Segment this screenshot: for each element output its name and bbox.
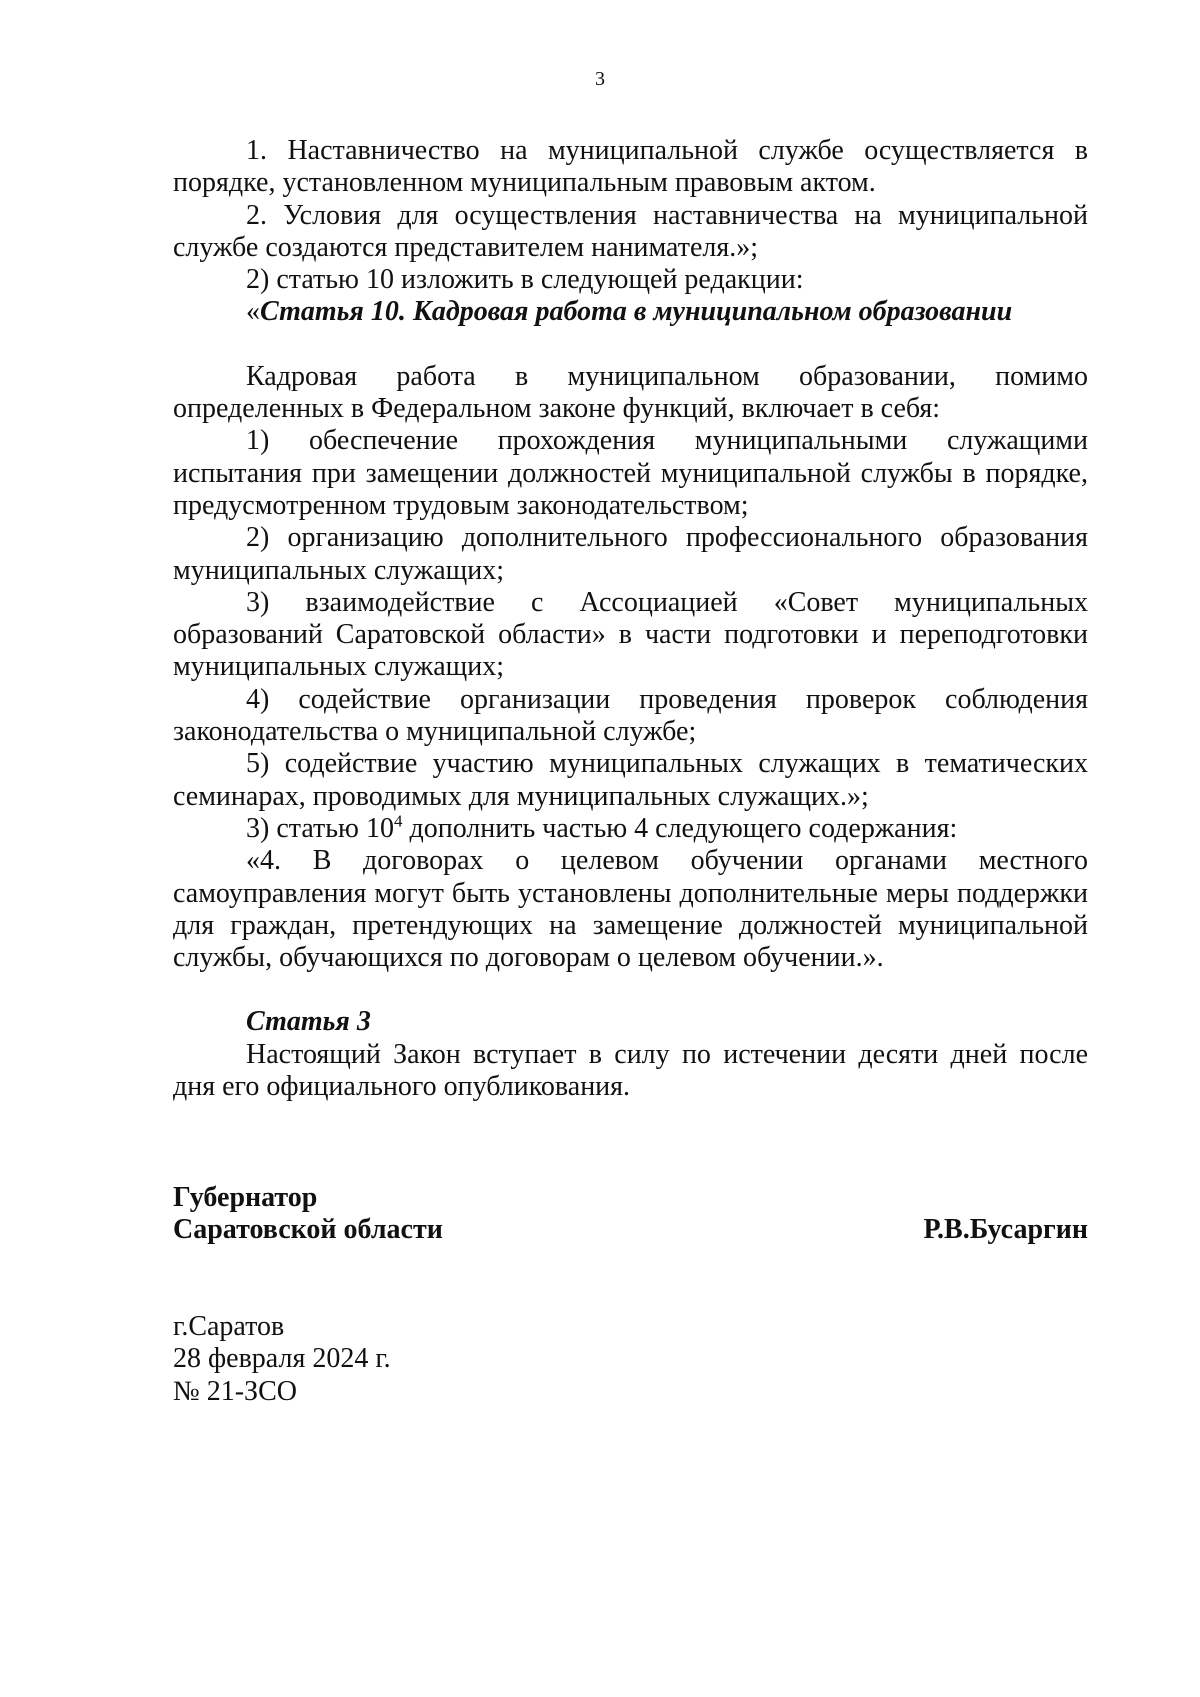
opening-quote: « [246, 296, 260, 328]
article-10-title: Статья 10. Кадровая работа в муниципальном образовании [260, 296, 1013, 328]
signatory-title-line1: Губернатор [173, 1182, 318, 1213]
paragraph-article10-amendment: 2) статью 10 изложить в следующей редакции: [246, 264, 804, 296]
spacer [173, 974, 1088, 1006]
amendment-text-start: 3) статью 10 [246, 812, 394, 844]
paragraph-item-5: 5) содействие участию муниципальных служащих в тематических семинарах, проводимых для муниципальных служащих.»; [173, 748, 1088, 812]
paragraph-target-training: «4. В договорах о целевом обучении органами местного самоуправления могут быть установлены дополнительные меры поддержки для граждан, претендующих на замещение должностей муниципальной службы, обучающихся по договорам о целевом обучении.». [173, 845, 1088, 974]
paragraph-entry-into-force: Настоящий Закон вступает в силу по истечении десяти дней после дня его официального опубликования. [173, 1038, 1088, 1103]
signatory-name: Р.В.Бусаргин [923, 1214, 1088, 1246]
amendment-text-end: дополнить частью 4 следующего содержания: [402, 812, 958, 844]
body-text [173, 135, 1088, 1103]
paragraph-item-4: 4) содействие организации проведения проверок соблюдения законодательства о муниципальной службе; [173, 683, 1088, 748]
page-number: 3 [595, 68, 605, 90]
article-superscript: 4 [393, 811, 403, 831]
paragraph-item-3: 3) взаимодействие с Ассоциацией «Совет муниципальных образований Саратовской области» в части подготовки и переподготовки муниципальных служащих; [173, 586, 1088, 683]
city: г.Саратов [173, 1311, 285, 1342]
article-10-heading [173, 296, 1088, 328]
place-date-number [173, 1311, 391, 1408]
spacer [173, 329, 1088, 361]
law-number: № 21-ЗСО [173, 1375, 297, 1407]
paragraph-item-1: 1) обеспечение прохождения муниципальными служащими испытания при замещении должностей муниципальной службы в порядке, предусмотренном трудовым законодательством; [173, 425, 1088, 521]
signatory-title-line2: Саратовской области [173, 1214, 443, 1246]
date: 28 февраля 2024 г. [173, 1343, 391, 1375]
paragraph-item-2: 2) организацию дополнительного профессионального образования муниципальных служащих; [173, 522, 1088, 586]
paragraph-mentoring-conditions: 2. Условия для осуществления наставничества на муниципальной службе создаются представителем нанимателя.»; [173, 199, 1088, 263]
signature-block [173, 1182, 1088, 1247]
paragraph-hr-work-intro: Кадровая работа в муниципальном образовании, помимо определенных в Федеральном законе функций, включает в себя: [173, 360, 1088, 425]
signature-row [173, 1214, 1088, 1246]
paragraph-mentoring-procedure: 1. Наставничество на муниципальной службе осуществляется в порядке, установленном муниципальным правовым актом. [173, 135, 1088, 199]
article-3-heading: Статья 3 [246, 1006, 371, 1038]
paragraph-article10-4-amendment [173, 813, 1088, 845]
